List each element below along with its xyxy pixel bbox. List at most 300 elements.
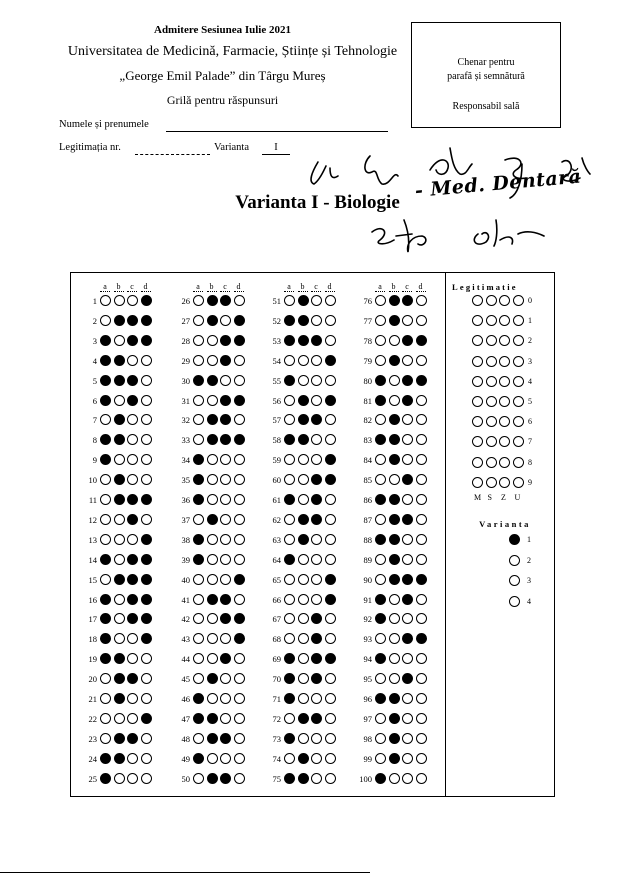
answer-bubble-c <box>311 653 322 664</box>
answer-bubble-c <box>311 295 322 306</box>
answer-bubble-b <box>207 554 218 565</box>
answer-bubble-b <box>114 355 125 366</box>
answer-bubble-b <box>389 633 400 644</box>
answer-bubble-a <box>193 753 204 764</box>
question-number: 56 <box>272 395 281 406</box>
answer-bubble-c <box>402 733 413 744</box>
id-bubble <box>472 376 483 387</box>
answer-bubble-c <box>402 414 413 425</box>
question-number: 86 <box>363 495 372 505</box>
answer-bubble-c <box>127 613 138 624</box>
answer-bubble-d <box>325 733 336 744</box>
answer-bubble-a <box>193 653 204 664</box>
answer-bubble-b <box>298 773 309 784</box>
answer-bubble-d <box>141 554 152 565</box>
answer-bubble-b <box>207 534 218 545</box>
id-bubble <box>472 396 483 407</box>
question-number: 83 <box>363 435 372 446</box>
question-number: 14 <box>88 554 97 565</box>
answer-bubble-c <box>220 434 231 445</box>
answer-bubble-c <box>311 613 322 624</box>
answer-bubble-c <box>311 733 322 744</box>
answer-bubble-b <box>298 753 309 764</box>
answer-bubble-c <box>402 315 413 326</box>
answer-bubble-d <box>141 633 152 644</box>
answer-bubble-d <box>234 454 245 465</box>
question-number: 82 <box>363 415 372 426</box>
id-bubble <box>499 396 510 407</box>
answer-bubble-d <box>325 454 336 465</box>
answer-bubble-a <box>375 315 386 326</box>
answer-bubble-c <box>402 395 413 406</box>
id-digit-label: 2 <box>528 336 532 346</box>
answer-bubble-c <box>220 753 231 764</box>
answer-bubble-d <box>416 534 427 545</box>
answer-bubble-c <box>311 574 322 585</box>
answer-bubble-b <box>298 335 309 346</box>
answer-bubble-c <box>220 534 231 545</box>
stamp-box-line1: Chenar pentru <box>457 57 515 68</box>
answer-bubble-a <box>284 693 295 704</box>
id-bubble <box>499 315 510 326</box>
answer-bubble-b <box>207 295 218 306</box>
answer-bubble-a <box>284 773 295 784</box>
question-number: 36 <box>181 495 190 505</box>
id-digit-label: 7 <box>528 437 532 447</box>
answer-bubble-d <box>325 693 336 704</box>
answer-bubble-b <box>114 454 125 465</box>
answer-bubble-a <box>193 355 204 366</box>
answer-bubble-d <box>416 713 427 724</box>
question-number: 31 <box>181 395 190 406</box>
choice-label-b: b <box>298 282 308 292</box>
answer-bubble-a <box>284 594 295 605</box>
question-number: 43 <box>181 634 190 645</box>
answer-bubble-c <box>220 713 231 724</box>
question-number: 66 <box>272 594 281 605</box>
id-bubble <box>513 457 524 468</box>
bottom-rule <box>0 872 370 873</box>
test-title: Varianta I - Biologie <box>235 192 400 213</box>
id-bubble <box>499 376 510 387</box>
question-number: 80 <box>363 375 372 386</box>
id-bubble <box>499 335 510 346</box>
variant-bubble-4 <box>509 596 520 607</box>
question-number: 27 <box>181 315 190 326</box>
answer-bubble-b <box>298 613 309 624</box>
answer-bubble-c <box>402 633 413 644</box>
answer-bubble-b <box>207 494 218 505</box>
answer-bubble-a <box>284 733 295 744</box>
answer-bubble-b <box>298 693 309 704</box>
answer-bubble-a <box>100 315 111 326</box>
choice-label-d: d <box>141 282 151 292</box>
answer-bubble-c <box>220 315 231 326</box>
answer-bubble-d <box>416 295 427 306</box>
answer-bubble-a <box>100 633 111 644</box>
variant-option-label: 2 <box>527 555 531 565</box>
answer-bubble-b <box>114 773 125 784</box>
question-number: 13 <box>88 534 97 545</box>
answer-bubble-b <box>298 594 309 605</box>
answer-bubble-d <box>325 653 336 664</box>
answer-bubble-c <box>402 693 413 704</box>
answer-bubble-c <box>311 315 322 326</box>
answer-bubble-b <box>389 613 400 624</box>
question-number: 42 <box>181 614 190 625</box>
answer-bubble-b <box>298 633 309 644</box>
answer-bubble-b <box>114 733 125 744</box>
question-number: 78 <box>363 335 372 346</box>
question-number: 100 <box>359 773 372 784</box>
answer-bubble-d <box>416 633 427 644</box>
session-title: Admitere Sesiunea Iulie 2021 <box>154 24 291 36</box>
answer-bubble-a <box>375 594 386 605</box>
id-bubble <box>499 356 510 367</box>
answer-bubble-c <box>402 355 413 366</box>
answer-bubble-a <box>193 693 204 704</box>
choice-label-b: b <box>207 282 217 292</box>
answer-bubble-d <box>234 514 245 525</box>
question-number: 84 <box>363 455 372 466</box>
answer-bubble-a <box>193 295 204 306</box>
answer-bubble-a <box>284 315 295 326</box>
question-number: 24 <box>88 753 97 764</box>
id-digit-label: 3 <box>528 356 532 366</box>
id-bubble <box>472 457 483 468</box>
answer-bubble-b <box>114 335 125 346</box>
answer-bubble-a <box>100 574 111 585</box>
variant-option-label: 4 <box>527 596 531 606</box>
university-name-line2: „George Emil Palade” din Târgu Mureș <box>119 68 326 83</box>
id-digit-label: 0 <box>528 296 532 305</box>
answer-bubble-a <box>284 454 295 465</box>
answer-bubble-b <box>298 574 309 585</box>
answer-bubble-d <box>416 355 427 366</box>
answer-bubble-c <box>127 514 138 525</box>
answer-bubble-d <box>141 355 152 366</box>
answer-bubble-d <box>325 574 336 585</box>
answer-bubble-b <box>298 474 309 485</box>
answer-bubble-a <box>284 494 295 505</box>
answer-bubble-c <box>402 753 413 764</box>
answer-bubble-c <box>127 753 138 764</box>
legitimatie-title: Legitimatie <box>452 282 518 292</box>
answer-bubble-b <box>389 653 400 664</box>
id-bubble <box>472 335 483 346</box>
answer-bubble-d <box>234 315 245 326</box>
answer-bubble-d <box>141 295 152 306</box>
choice-label-d: d <box>416 282 426 292</box>
answer-bubble-b <box>298 414 309 425</box>
id-bubble <box>513 396 524 407</box>
answer-bubble-d <box>234 693 245 704</box>
answer-bubble-a <box>100 753 111 764</box>
answer-bubble-a <box>375 395 386 406</box>
answer-bubble-a <box>284 574 295 585</box>
question-number: 20 <box>88 674 97 685</box>
answer-bubble-c <box>220 395 231 406</box>
answer-bubble-d <box>416 494 427 505</box>
question-number: 68 <box>272 634 281 645</box>
answer-bubble-a <box>375 673 386 684</box>
answer-bubble-d <box>141 594 152 605</box>
id-bubble <box>486 295 497 306</box>
answer-bubble-c <box>402 613 413 624</box>
answer-bubble-c <box>402 514 413 525</box>
answer-bubble-a <box>284 554 295 565</box>
answer-bubble-d <box>141 693 152 704</box>
id-label: Legitimația nr. <box>59 142 121 153</box>
answer-bubble-b <box>114 693 125 704</box>
question-number: 6 <box>92 395 97 406</box>
answer-bubble-b <box>207 315 218 326</box>
answer-bubble-c <box>127 773 138 784</box>
answer-bubble-b <box>389 414 400 425</box>
id-bubble <box>472 416 483 427</box>
answer-bubble-b <box>114 633 125 644</box>
answer-bubble-a <box>193 713 204 724</box>
question-number: 92 <box>363 614 372 625</box>
answer-bubble-b <box>207 693 218 704</box>
question-number: 64 <box>272 554 281 565</box>
answer-bubble-c <box>402 375 413 386</box>
answer-bubble-a <box>375 613 386 624</box>
answer-bubble-c <box>220 355 231 366</box>
answer-bubble-d <box>416 773 427 784</box>
question-number: 99 <box>363 753 372 764</box>
answer-bubble-a <box>193 613 204 624</box>
answer-bubble-b <box>389 733 400 744</box>
answer-bubble-b <box>114 315 125 326</box>
question-number: 33 <box>181 435 190 446</box>
answer-bubble-c <box>127 594 138 605</box>
question-number: 35 <box>181 475 190 486</box>
question-number: 60 <box>272 475 281 486</box>
question-number: 2 <box>92 315 97 326</box>
answer-bubble-b <box>207 514 218 525</box>
question-number: 45 <box>181 674 190 685</box>
answer-bubble-d <box>325 594 336 605</box>
answer-bubble-d <box>141 375 152 386</box>
answer-bubble-b <box>114 653 125 664</box>
answer-bubble-a <box>284 753 295 764</box>
id-bubble <box>486 436 497 447</box>
answer-bubble-d <box>416 753 427 764</box>
answer-bubble-a <box>284 534 295 545</box>
answer-bubble-c <box>127 414 138 425</box>
choice-label-a: a <box>193 282 203 292</box>
answer-bubble-a <box>100 653 111 664</box>
answer-bubble-d <box>416 514 427 525</box>
answer-bubble-b <box>114 534 125 545</box>
question-number: 69 <box>272 654 281 665</box>
question-number: 37 <box>181 514 190 525</box>
answer-bubble-d <box>325 673 336 684</box>
answer-bubble-b <box>298 653 309 664</box>
id-bubble <box>486 457 497 468</box>
answer-bubble-b <box>114 434 125 445</box>
answer-bubble-b <box>389 395 400 406</box>
id-digit-label: 8 <box>528 457 532 467</box>
answer-bubble-a <box>284 414 295 425</box>
answer-bubble-d <box>416 554 427 565</box>
answer-bubble-b <box>114 574 125 585</box>
id-bubble <box>499 457 510 468</box>
choice-label-a: a <box>375 282 385 292</box>
answer-bubble-b <box>298 514 309 525</box>
question-number: 23 <box>88 733 97 744</box>
question-number: 89 <box>363 554 372 565</box>
name-label: Numele și prenumele <box>59 119 149 130</box>
question-number: 25 <box>88 773 97 784</box>
answer-bubble-b <box>389 554 400 565</box>
answer-bubble-c <box>127 554 138 565</box>
choice-label-a: a <box>284 282 294 292</box>
answer-bubble-b <box>114 554 125 565</box>
answer-bubble-a <box>193 773 204 784</box>
form-title: Grilă pentru răspunsuri <box>166 93 279 107</box>
answer-bubble-c <box>127 434 138 445</box>
question-number: 29 <box>181 355 190 366</box>
question-number: 75 <box>272 773 281 784</box>
answer-bubble-d <box>416 574 427 585</box>
choice-label-a: a <box>100 282 110 292</box>
answer-bubble-d <box>141 315 152 326</box>
answer-bubble-c <box>311 395 322 406</box>
answer-bubble-d <box>325 355 336 366</box>
answer-bubble-b <box>207 574 218 585</box>
answer-bubble-a <box>284 434 295 445</box>
answer-bubble-a <box>375 514 386 525</box>
id-letter-label: M <box>474 493 482 502</box>
question-number: 55 <box>272 375 281 386</box>
id-digit-label: 6 <box>528 417 532 427</box>
answer-bubble-c <box>220 554 231 565</box>
question-number: 9 <box>92 455 97 466</box>
answer-bubble-b <box>389 574 400 585</box>
answer-bubble-a <box>375 474 386 485</box>
answer-bubble-c <box>402 534 413 545</box>
question-number: 1 <box>92 296 97 306</box>
answer-bubble-b <box>389 534 400 545</box>
id-bubble <box>486 416 497 427</box>
answer-bubble-c <box>220 375 231 386</box>
answer-bubble-c <box>311 494 322 505</box>
answer-bubble-c <box>311 534 322 545</box>
question-number: 65 <box>272 574 281 585</box>
question-number: 94 <box>363 654 372 665</box>
question-number: 40 <box>181 574 190 585</box>
answer-bubble-b <box>207 653 218 664</box>
answer-bubble-c <box>402 554 413 565</box>
id-bubble <box>513 416 524 427</box>
question-number: 44 <box>181 654 190 665</box>
answer-bubble-a <box>193 574 204 585</box>
answer-bubble-c <box>127 713 138 724</box>
answer-bubble-c <box>220 514 231 525</box>
question-number: 48 <box>181 733 190 744</box>
answer-bubble-c <box>311 713 322 724</box>
answer-bubble-a <box>193 494 204 505</box>
question-number: 62 <box>272 514 281 525</box>
answer-bubble-c <box>127 335 138 346</box>
answer-bubble-c <box>220 613 231 624</box>
answer-bubble-c <box>220 474 231 485</box>
answer-bubble-d <box>416 395 427 406</box>
answer-bubble-d <box>141 454 152 465</box>
question-number: 15 <box>88 574 97 585</box>
choice-label-d: d <box>325 282 335 292</box>
question-number: 72 <box>272 713 281 724</box>
question-number: 38 <box>181 534 190 545</box>
answer-bubble-b <box>389 673 400 684</box>
question-number: 87 <box>363 514 372 525</box>
answer-bubble-d <box>325 713 336 724</box>
answer-bubble-a <box>100 534 111 545</box>
answer-bubble-c <box>220 693 231 704</box>
id-bubble <box>486 335 497 346</box>
question-number: 22 <box>88 713 97 724</box>
answer-bubble-d <box>141 753 152 764</box>
answer-bubble-c <box>220 414 231 425</box>
question-number: 21 <box>88 694 97 704</box>
answer-bubble-d <box>141 574 152 585</box>
answer-bubble-b <box>298 713 309 724</box>
question-number: 52 <box>272 315 281 326</box>
answer-bubble-c <box>311 474 322 485</box>
answer-bubble-c <box>127 395 138 406</box>
answer-bubble-d <box>141 733 152 744</box>
answer-bubble-c <box>402 295 413 306</box>
answer-bubble-a <box>100 673 111 684</box>
answer-bubble-b <box>298 454 309 465</box>
answer-bubble-c <box>311 753 322 764</box>
answer-bubble-b <box>389 514 400 525</box>
question-number: 8 <box>92 435 97 446</box>
answer-bubble-a <box>375 295 386 306</box>
answer-bubble-d <box>234 773 245 784</box>
answer-bubble-a <box>100 713 111 724</box>
answer-bubble-b <box>207 713 218 724</box>
answer-bubble-a <box>375 434 386 445</box>
id-bubble <box>513 436 524 447</box>
answer-bubble-a <box>284 514 295 525</box>
question-number: 39 <box>181 554 190 565</box>
answer-bubble-d <box>234 594 245 605</box>
question-number: 10 <box>88 475 97 486</box>
id-bubble <box>499 436 510 447</box>
answer-bubble-a <box>193 534 204 545</box>
question-number: 85 <box>363 475 372 486</box>
variant-bubble-3 <box>509 575 520 586</box>
answer-bubble-d <box>416 594 427 605</box>
answer-bubble-d <box>416 454 427 465</box>
answer-bubble-c <box>311 355 322 366</box>
question-number: 4 <box>92 355 97 366</box>
id-bubble <box>486 396 497 407</box>
answer-bubble-c <box>127 295 138 306</box>
answer-bubble-a <box>375 375 386 386</box>
answer-bubble-b <box>389 773 400 784</box>
question-number: 17 <box>88 614 97 625</box>
answer-bubble-a <box>100 335 111 346</box>
answer-bubble-c <box>127 574 138 585</box>
answer-bubble-a <box>284 355 295 366</box>
question-number: 61 <box>272 495 281 505</box>
answer-bubble-a <box>193 633 204 644</box>
answer-bubble-c <box>402 773 413 784</box>
